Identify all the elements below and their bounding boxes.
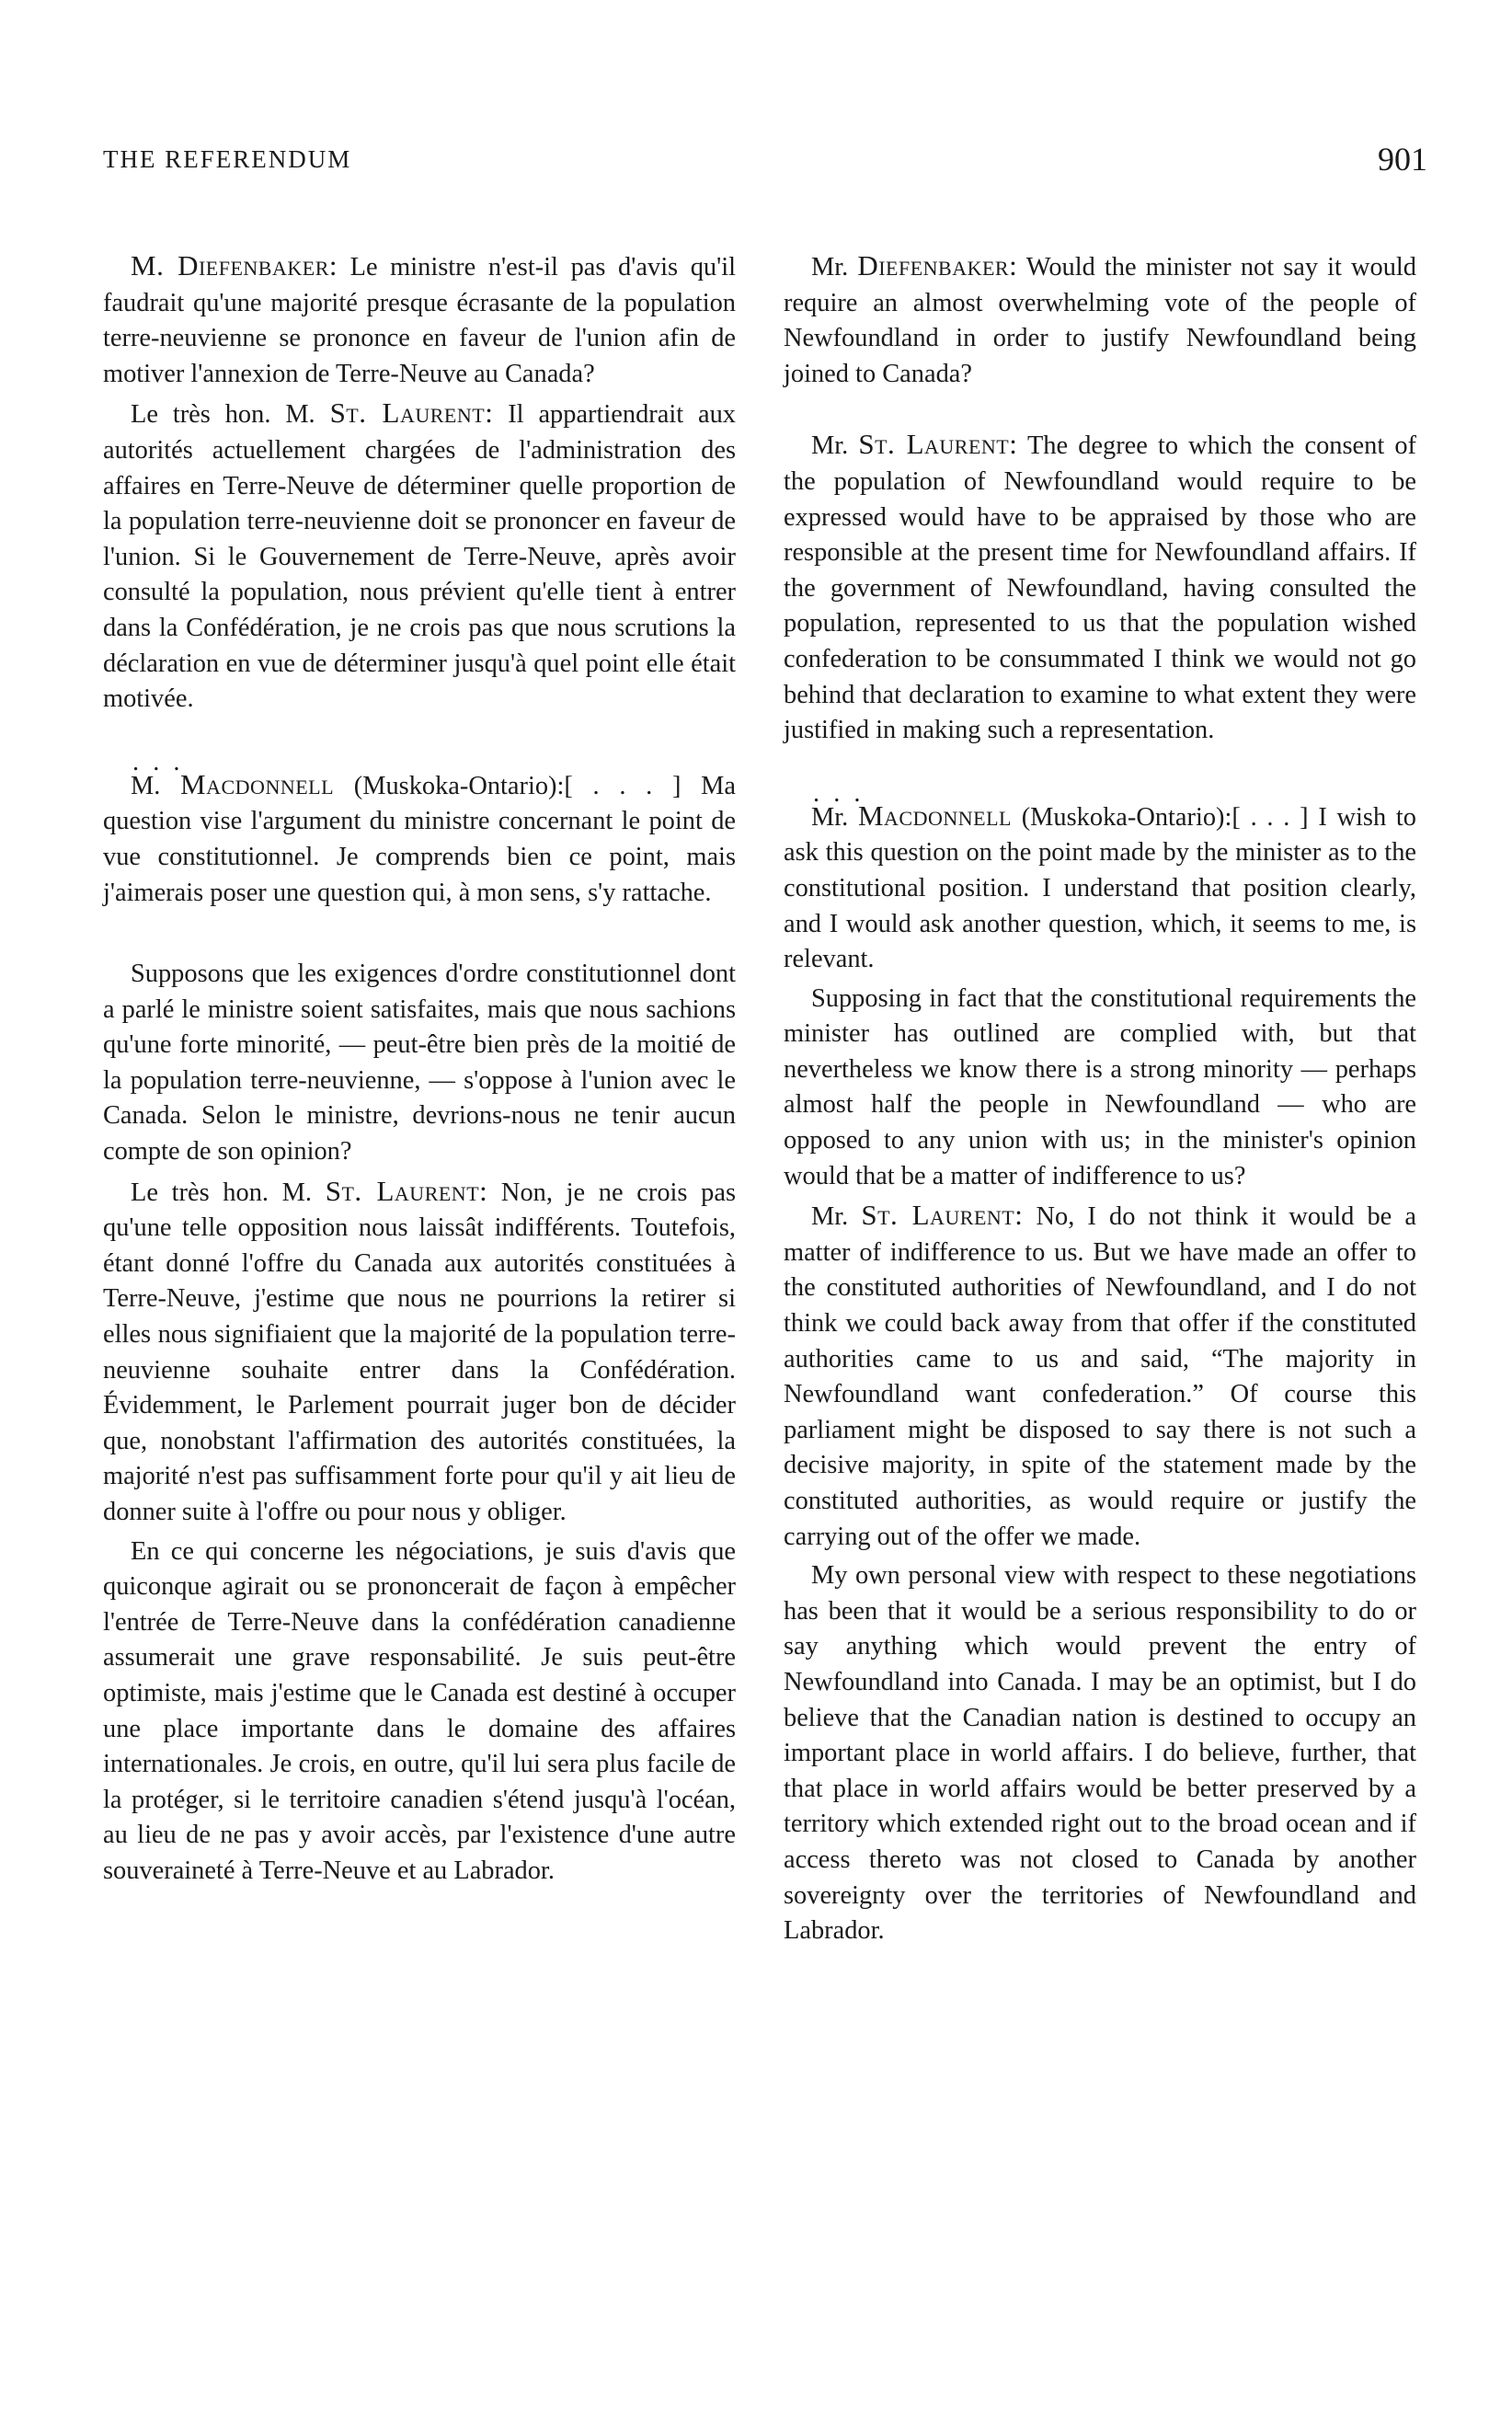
speaker-title: Mr.	[811, 802, 858, 832]
speaker-name: Diefenbaker:	[857, 249, 1018, 282]
paragraph-text: Le ministre n'est-il pas d'avis qu'il faudrait qu'une majorité presque écrasante de la population terre-neuvienne se prononce en faveur de l'union afin de motiver l'annexion de Terre-Neuve au Canada?	[103, 253, 736, 388]
speaker-title: M.	[131, 771, 181, 800]
speaker-name: St. Laurent:	[861, 1199, 1024, 1232]
paragraph-text: (Muskoka-Ontario):[ . . . ] I wish to ask this question on the point made by the minister as to the constitutional position. I understand that position clearly, and I would ask another question, which, it seems to me, is relevant.	[784, 802, 1416, 974]
speaker-name: Macdonnell	[180, 767, 335, 800]
paragraph-text: (Muskoka-Ontario):[ . . . ] Ma question vise l'argument du ministre concernant le point de vue constitutionnel. Je comprends bien ce point, mais j'aimerais poser une question qui, à mon sens, s'y rattache.	[103, 771, 736, 907]
paragraph-text: Il appartiendrait aux autorités actuellement chargées de l'administration des affaires en Terre-Neuve de déterminer quelle proportion de la population terre-neuvienne doit se prononcer en faveur de l'union. Si le Gouvernement de Terre-Neuve, après avoir consulté la population, nous prévient qu'elle tient à entrer dans la Confédération, je ne crois pas que nous scrutions la déclaration en vue de déterminer jusqu'à quel point elle était motivée.	[103, 400, 736, 714]
running-title: THE REFERENDUM	[103, 145, 352, 173]
en-paragraph-st-laurent-answer	[784, 427, 1416, 748]
speaker-name: St. Laurent:	[325, 1174, 488, 1207]
speaker-title: Mr.	[811, 1202, 862, 1232]
paragraph-text: Would the minister not say it would require an almost overwhelming vote of the people of Newfoundland in order to justify Newfoundland being joined to Canada?	[784, 253, 1416, 388]
paragraph-text: No, I do not think it would be a matter of indifference to us. But we have made an offer to the constituted authorities of Newfoundland, and I do not think we could back away from that offer if the constituted authorities came to us and said, “The majority in Newfoundland want confederation.” Of course this parliament might be disposed to say there is not such a decisive majority, in spite of the statement made by the constituted authorities, as would require or justify the carrying out of the offer we made.	[784, 1202, 1417, 1551]
speaker-title: Le très hon. M.	[131, 1178, 326, 1207]
fr-paragraph-negociations	[103, 1534, 736, 1890]
fr-paragraph-st-laurent-non	[103, 1174, 736, 1531]
omission-ellipsis: . . .	[813, 778, 865, 808]
paragraph-text: The degree to which the consent of the population of Newfoundland would require to be expressed would have to be appraised by those who are responsible at the present time for Newfoundland affairs. If the government of Newfoundland, having consulted the population, represented to us that the population wished confederation to be consummated I think we would not go behind that declaration to examine to what extent they were justified in making such a representation.	[784, 431, 1416, 745]
paragraph-text: Non, je ne crois pas qu'une telle opposition nous laissât indifférents. Toutefois, étant donné l'offre du Canada aux autorités constituées à Terre-Neuve, j'estime que nous ne pourrions la retirer si elles nous signifiaient que la majorité de la population terre-neuvienne souhaite entrer dans la Confédération. Évidemment, le Parlement pourrait juger bon de décider que, nonobstant l'affirmation des autorités constituées, la majorité n'est pas suffisamment forte pour qu'il y ait lieu de donner suite à l'offre ou pour nous y obliger.	[103, 1178, 736, 1526]
en-paragraph-st-laurent-no	[784, 1198, 1416, 1555]
page-header	[103, 141, 1427, 182]
speaker-name: Macdonnell	[857, 799, 1012, 832]
paragraph-text: My own personal view with respect to these negotiations has been that it would be a serious responsibility to do or say anything which would prevent the entry of Newfoundland into Canada. I may be an optimist, but I do believe that the Canadian nation is destined to occupy an important place in world affairs. I do believe, further, that that place in world affairs would be better preserved by a territory which extended right out to the broad ocean and if access thereto was not closed to Canada by another sovereignty over the territories of Newfoundland and Labrador.	[784, 1561, 1416, 1946]
speaker-title: Mr.	[811, 431, 859, 461]
speaker-title: Mr.	[811, 253, 858, 282]
paragraph-text: En ce qui concerne les négociations, je suis d'avis que quiconque agirait ou se prononcerait de façon à empêcher l'entrée de Terre-Neuve dans la confédération canadienne assumerait une grave responsabilité. Je suis peut-être optimiste, mais j'estime que le Canada est destiné à occuper une place importante dans le domaine des affaires internationales. Je crois, en outre, qu'il lui sera plus facile de la protéger, si le territoire canadien s'étend jusqu'à l'océan, au lieu de ne pas y avoir accès, par l'existence d'une autre souveraineté à Terre-Neuve et au Labrador.	[103, 1536, 736, 1885]
fr-paragraph-st-laurent-answer	[103, 396, 736, 717]
page-number: 901	[1378, 141, 1427, 178]
speaker-title: Le très hon. M.	[131, 400, 330, 430]
speaker-name: St. Laurent:	[329, 397, 494, 430]
en-paragraph-macdonnell-question	[784, 799, 1416, 978]
fr-paragraph-diefenbaker-question	[103, 248, 736, 392]
english-column	[784, 248, 1416, 1949]
omission-ellipsis: . . .	[132, 747, 184, 776]
fr-paragraph-macdonnell-question	[103, 767, 736, 911]
speaker-name: St. Laurent:	[858, 428, 1018, 461]
en-paragraph-supposing	[784, 982, 1416, 1195]
speaker-name: M. Diefenbaker:	[131, 249, 338, 282]
fr-paragraph-supposons	[103, 957, 736, 1170]
en-paragraph-personal-view	[784, 1558, 1416, 1949]
paragraph-text: Supposing in fact that the constitutional requirements the minister has outlined are complied with, but that nevertheless we know there is a strong minority — perhaps almost half the people in Newfoundland — who are opposed to any union with us; in the minister's opinion would that be a matter of indifference to us?	[784, 983, 1416, 1190]
en-paragraph-diefenbaker-question	[784, 248, 1416, 392]
paragraph-text: Supposons que les exigences d'ordre constitutionnel dont a parlé le ministre soient satisfaites, mais que nous sachions qu'une forte minorité, — peut-être bien près de la moitié de la population terre-neuvienne, — s'oppose à l'union avec le Canada. Selon le ministre, devrions-nous ne tenir aucun compte de son opinion?	[103, 960, 736, 1167]
french-column	[103, 248, 736, 1890]
